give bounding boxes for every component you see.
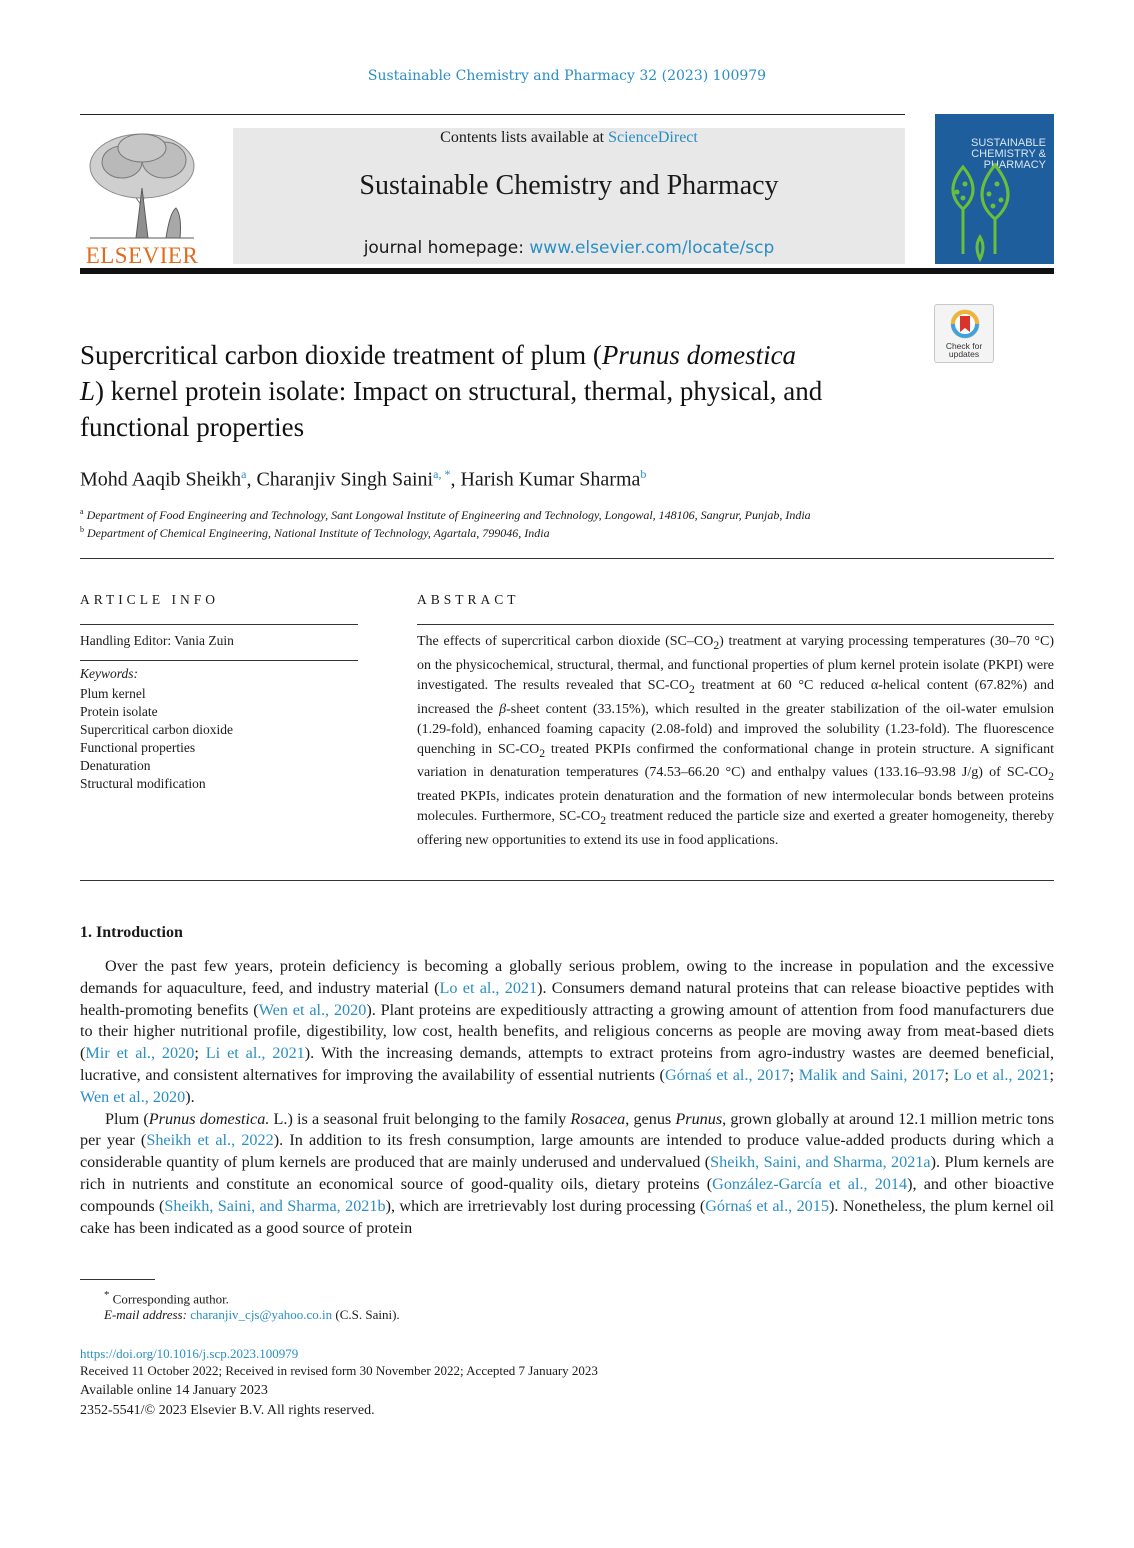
article-info-heading: ARTICLE INFO	[80, 592, 220, 607]
section-rule	[80, 558, 1054, 559]
affiliation-b: $^b$ Department of Chemical Engineering, National Institute of Technology, Agartala, 799046, India	[80, 525, 550, 540]
check-for-updates-button[interactable]	[934, 304, 994, 363]
bookmark-badge-icon	[949, 308, 981, 340]
sciencedirect-link[interactable]: ScienceDirect	[608, 129, 698, 146]
author-name[interactable]: Mohd Aaqib Sheikh	[80, 468, 242, 491]
journal-reference-link[interactable]: Sustainable Chemistry and Pharmacy 32 (2023) 100979	[367, 68, 767, 84]
affiliation-marker[interactable]: b	[640, 467, 647, 481]
author-name[interactable]: Charanjiv Singh Saini	[256, 468, 434, 491]
journal-title: Sustainable Chemistry and Pharmacy	[359, 170, 779, 201]
keywords-label: Keywords:	[80, 666, 138, 681]
abstract-text: The effects of supercritical carbon dioxide $(SC-CO_2)$ treatment at varying processing temperatures (30–70 °C) on the physicochemical, structural, thermal, and functional properties of plum kernel protein isolate (PKPI) were investigated. The results revealed that $SC-CO_2$ treatment at 60 °C reduced α-helical content (67.82%) and increased the β-sheet content (33.15%), which resulted in the greater stabilization of the oil-water emulsion (1.29-fold), enhanced foaming capacity (2.08-fold) and improved the solubility (1.23-fold). The fluorescence quenching in $SC-CO_2$ treated PKPIs confirmed the conformational change in protein structure. A significant variation in denaturation temperatures (74.53–66.20 °C) and enthalpy values (133.16–93.98 J/g) of $SC-CO_2$ treated PKPIs, indicates protein denaturation and the formation of new intermolecular bonds between proteins molecules. Furthermore, $SC-CO_2$ treatment reduced the particle size and exerted a greater homogeneity, thereby offering new opportunities to extend its use in food applications.	[417, 634, 1055, 848]
affiliation-marker[interactable]: a	[241, 467, 247, 481]
cover-leaf-icon	[935, 114, 1054, 264]
citation-link[interactable]: Lo et al., 2021	[953, 1065, 1050, 1084]
citation-link[interactable]: Li et al., 2021	[205, 1044, 305, 1063]
article-title: Supercritical carbon dioxide treatment of plum (Prunus domestica L) kernel protein isolate: Impact on structural, thermal, physical, and functional properties	[80, 340, 823, 442]
cover-title: SUSTAINABLE CHEMISTRY & PHARMACY	[971, 137, 1046, 171]
citation-link[interactable]: Wen et al., 2020	[258, 1000, 367, 1019]
citation-link[interactable]: Górnaś et al., 2015	[705, 1196, 829, 1215]
citation-link[interactable]: Lo et al., 2021	[439, 978, 538, 997]
corresponding-author-note: * Corresponding author.	[104, 1289, 229, 1307]
footnote-rule	[80, 1279, 155, 1280]
citation-link[interactable]: Wen et al., 2020	[80, 1087, 186, 1106]
citation-link[interactable]: González-García et al., 2014	[712, 1174, 908, 1193]
citation-link[interactable]: Sheikh, Saini, and Sharma, 2021a	[710, 1153, 931, 1172]
paragraph: Plum (Prunus domestica. L.) is a seasonal fruit belonging to the family Rosacea, genus Prunus, grown globally at around 12.1 million metric tons per year (Sheikh et al., 2022). In addition to its fresh consumption, large amounts are intended to produce value-added products during which a considerable quantity of plum kernels are produced that are mainly underused and undervalued (Sheikh, Saini, and Sharma, 2021a). Plum kernels are rich in nutrients and constitute an economical source of good-quality oils, dietary proteins (González-García et al., 2014), and other bioactive compounds (Sheikh, Saini, and Sharma, 2021b), which are irretrievably lost during processing (Górnaś et al., 2015). Nonetheless, the plum kernel oil cake has been indicated as a good source of protein	[80, 1109, 1055, 1237]
keyword-item: Plum kernel	[80, 686, 146, 701]
citation-link[interactable]: Górnaś et al., 2017	[664, 1065, 790, 1084]
abstract-rule	[417, 624, 1054, 625]
handling-editor: Handling Editor: Vania Zuin	[80, 633, 234, 648]
author-name[interactable]: Harish Kumar Sharma	[460, 468, 641, 491]
header-top-rule	[80, 114, 905, 115]
received-dates: Received 11 October 2022; Received in revised form 30 November 2022; Accepted 7 January 2023	[80, 1363, 598, 1378]
citation-link[interactable]: Sheikh et al., 2022	[146, 1131, 274, 1150]
keywords-list	[80, 685, 233, 793]
doi-link[interactable]: https://doi.org/10.1016/j.scp.2023.100979	[80, 1346, 299, 1361]
keyword-item: Denaturation	[80, 758, 151, 773]
check-updates-label: Check for updates	[945, 341, 983, 359]
article-info-rule	[80, 660, 358, 661]
elsevier-wordmark: ELSEVIER	[85, 243, 199, 268]
abstract-heading: ABSTRACT	[417, 592, 520, 607]
keyword-item: Protein isolate	[80, 704, 158, 719]
keyword-item: Supercritical carbon dioxide	[80, 722, 233, 737]
affiliation-marker[interactable]: a, *	[433, 467, 451, 481]
citation-link[interactable]: Sheikh, Saini, and Sharma, 2021b	[164, 1196, 386, 1215]
section-rule	[80, 880, 1054, 881]
keyword-item: Functional properties	[80, 740, 196, 755]
contents-line: Contents lists available at ScienceDirect	[440, 129, 698, 146]
introduction-body	[80, 956, 1054, 1239]
email-link[interactable]: charanjiv_cjs@yahoo.co.in	[190, 1307, 333, 1322]
author-list: Mohd Aaqib Sheikh$^a$, Charanjiv Singh Saini$^{a, *}$, Harish Kumar Sharma$^b$	[80, 467, 647, 491]
header-thick-rule	[80, 268, 1054, 274]
journal-homepage: journal homepage: www.elsevier.com/locate/scp	[363, 238, 775, 258]
introduction-heading: 1. Introduction	[80, 924, 183, 941]
keyword-item: Structural modification	[80, 776, 206, 791]
article-info-rule	[80, 624, 358, 625]
affiliation-a: $^a$ Department of Food Engineering and Technology, Sant Longowal Institute of Engineering and Technology, Longowal, 148106, Sangrur, Punjab, India	[80, 507, 811, 522]
copyright-notice: 2352-5541/© 2023 Elsevier B.V. All rights reserved.	[80, 1403, 375, 1418]
journal-cover-thumbnail[interactable]	[935, 114, 1054, 264]
paragraph: Over the past few years, protein deficiency is becoming a globally serious problem, owing to the increase in population and the excessive demands for aquaculture, feed, and industry material (Lo et al., 2021). Consumers demand natural proteins that can release bioactive peptides with health-promoting benefits (Wen et al., 2020). Plant proteins are expeditiously attracting a growing amount of attention from food manufacturers due to their higher nutritional profile, digestibility, low cost, health benefits, and religious concerns as people are moving away from meat-based diets (Mir et al., 2020; Li et al., 2021). With the increasing demands, attempts to extract proteins from agro-industry wastes are deemed beneficial, lucrative, and consistent alternatives for improving the availability of essential nutrients (Górnaś et al., 2017; Malik and Saini, 2017; Lo et al., 2021; Wen et al., 2020).	[80, 957, 1055, 1106]
available-online-date: Available online 14 January 2023	[80, 1383, 268, 1398]
email-footnote: E-mail address: charanjiv_cjs@yahoo.co.in (C.S. Saini).	[104, 1307, 400, 1322]
homepage-link[interactable]: www.elsevier.com/locate/scp	[529, 238, 775, 258]
citation-link[interactable]: Mir et al., 2020	[85, 1044, 195, 1063]
citation-link[interactable]: Malik and Saini, 2017	[798, 1065, 945, 1084]
